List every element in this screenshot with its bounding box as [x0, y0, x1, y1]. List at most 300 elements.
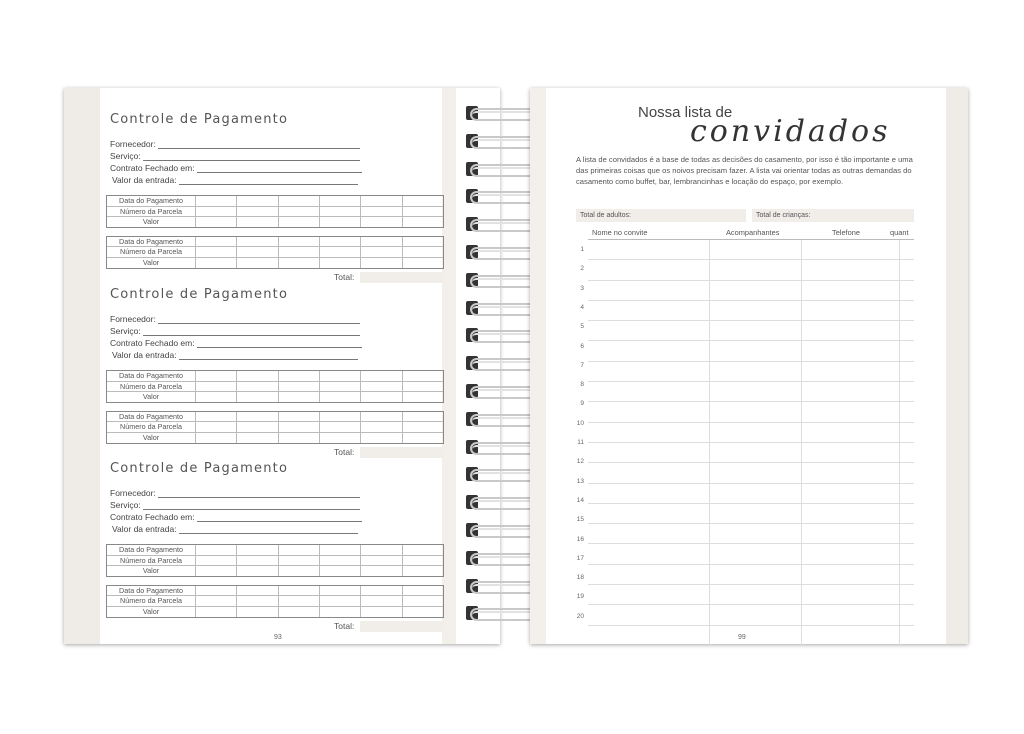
guest-cell[interactable]: [588, 281, 710, 300]
guest-cell[interactable]: [710, 260, 802, 279]
table-cell[interactable]: [236, 382, 277, 392]
installment-table: [106, 370, 444, 403]
table-cell[interactable]: [278, 412, 319, 422]
table-cell[interactable]: [319, 258, 360, 268]
total-label: Total:: [334, 272, 355, 282]
guest-cell[interactable]: [802, 605, 900, 624]
guest-cell[interactable]: [802, 626, 900, 645]
table-cell[interactable]: [236, 392, 277, 402]
section-title: Controle de Pagamento: [110, 461, 289, 476]
table-cell[interactable]: [360, 607, 401, 617]
installment-table: [106, 585, 444, 618]
guest-cell[interactable]: [710, 605, 802, 624]
table-cell[interactable]: [236, 207, 277, 217]
guest-cell[interactable]: [710, 443, 802, 462]
table-cell[interactable]: [236, 371, 277, 381]
table-cell[interactable]: [236, 433, 277, 443]
table-cell[interactable]: [195, 412, 236, 422]
guest-cell[interactable]: [802, 565, 900, 584]
guest-row: [588, 565, 914, 585]
guest-cell[interactable]: [900, 240, 914, 259]
guest-cell[interactable]: [900, 301, 914, 320]
field-label: Fornecedor:: [110, 488, 156, 498]
guest-cell[interactable]: [588, 565, 710, 584]
guest-cell[interactable]: [802, 281, 900, 300]
guest-cell[interactable]: [588, 463, 710, 482]
row-number: 3: [580, 284, 584, 292]
guest-cell[interactable]: [710, 281, 802, 300]
payment-control-section: [110, 287, 450, 452]
form-field[interactable]: [110, 498, 360, 510]
table-cell[interactable]: [236, 217, 277, 227]
installment-row: [107, 196, 443, 207]
guest-cell[interactable]: [588, 240, 710, 259]
guest-list-title: Nossa lista de: [638, 104, 733, 121]
form-field[interactable]: [110, 312, 360, 324]
guest-cell[interactable]: [588, 382, 710, 401]
table-cell[interactable]: [319, 566, 360, 576]
left-page: [64, 88, 500, 644]
table-cell[interactable]: [402, 433, 443, 443]
guest-cell[interactable]: [900, 585, 914, 604]
table-cell[interactable]: [402, 382, 443, 392]
table-cell[interactable]: [278, 237, 319, 247]
guest-cell[interactable]: [900, 463, 914, 482]
guest-row: [588, 240, 914, 260]
field-label: Serviço:: [110, 326, 141, 336]
table-cell[interactable]: [278, 422, 319, 432]
row-label: Valor: [142, 566, 160, 576]
installment-row: [107, 247, 443, 258]
table-cell[interactable]: [195, 237, 236, 247]
table-cell[interactable]: [236, 586, 277, 596]
installment-row: [107, 607, 443, 617]
table-cell[interactable]: [195, 382, 236, 392]
field-line: [179, 176, 358, 185]
guest-cell[interactable]: [710, 240, 802, 259]
table-cell[interactable]: [236, 607, 277, 617]
table-cell[interactable]: [360, 422, 401, 432]
guest-cell[interactable]: [588, 423, 710, 442]
installment-row: [107, 596, 443, 607]
table-cell[interactable]: [236, 247, 277, 257]
table-cell[interactable]: [319, 607, 360, 617]
form-field[interactable]: [110, 486, 360, 498]
table-cell[interactable]: [236, 412, 277, 422]
table-cell[interactable]: [319, 217, 360, 227]
guest-cell[interactable]: [710, 423, 802, 442]
table-cell[interactable]: [402, 607, 443, 617]
form-field[interactable]: [110, 173, 358, 185]
row-label: Data do Pagamento: [119, 196, 183, 205]
right-page-margin-band: [946, 88, 968, 644]
table-cell[interactable]: [402, 247, 443, 257]
field-label: Serviço:: [110, 500, 141, 510]
guest-cell[interactable]: [710, 585, 802, 604]
table-cell[interactable]: [402, 586, 443, 596]
row-number: 4: [580, 303, 584, 311]
row-number: 8: [580, 381, 584, 389]
table-cell[interactable]: [278, 392, 319, 402]
table-cell[interactable]: [360, 258, 401, 268]
guest-cell[interactable]: [710, 362, 802, 381]
field-line: [179, 525, 358, 534]
guest-cell[interactable]: [588, 341, 710, 360]
guest-cell[interactable]: [588, 605, 710, 624]
table-cell[interactable]: [195, 586, 236, 596]
table-cell[interactable]: [278, 217, 319, 227]
table-cell[interactable]: [360, 566, 401, 576]
table-cell[interactable]: [402, 412, 443, 422]
form-field[interactable]: [110, 161, 362, 173]
form-field[interactable]: [110, 324, 360, 336]
field-line: [143, 152, 360, 161]
table-cell[interactable]: [402, 196, 443, 206]
form-field[interactable]: [110, 149, 360, 161]
guest-cell[interactable]: [802, 484, 900, 503]
table-cell[interactable]: [278, 207, 319, 217]
table-cell[interactable]: [278, 566, 319, 576]
table-cell[interactable]: [195, 545, 236, 555]
table-cell[interactable]: [278, 247, 319, 257]
installment-row: [107, 382, 443, 393]
table-cell[interactable]: [236, 237, 277, 247]
guest-cell[interactable]: [900, 565, 914, 584]
field-line: [197, 339, 362, 348]
field-label: Valor da entrada:: [112, 175, 177, 185]
table-cell[interactable]: [402, 422, 443, 432]
table-cell[interactable]: [360, 556, 401, 566]
guest-cell[interactable]: [900, 260, 914, 279]
table-cell[interactable]: [319, 392, 360, 402]
guest-cell[interactable]: [588, 504, 710, 523]
guest-cell[interactable]: [900, 524, 914, 543]
table-cell[interactable]: [360, 596, 401, 606]
field-line: [143, 501, 360, 510]
form-field[interactable]: [110, 510, 362, 522]
guest-cell[interactable]: [710, 626, 802, 645]
table-cell[interactable]: [278, 545, 319, 555]
table-cell[interactable]: [402, 545, 443, 555]
field-label: Valor da entrada:: [112, 524, 177, 534]
table-cell[interactable]: [195, 247, 236, 257]
table-cell[interactable]: [360, 392, 401, 402]
guest-cell[interactable]: [588, 321, 710, 340]
guest-cell[interactable]: [802, 341, 900, 360]
table-cell[interactable]: [278, 196, 319, 206]
guest-cell[interactable]: [588, 301, 710, 320]
guest-cell[interactable]: [900, 402, 914, 421]
table-cell[interactable]: [360, 237, 401, 247]
right-page: [530, 88, 968, 644]
field-label: Fornecedor:: [110, 139, 156, 149]
guest-cell[interactable]: [588, 443, 710, 462]
row-number: 11: [577, 439, 584, 446]
guest-cell[interactable]: [588, 626, 710, 645]
table-cell[interactable]: [195, 566, 236, 576]
table-cell[interactable]: [195, 422, 236, 432]
table-cell[interactable]: [402, 566, 443, 576]
total-input[interactable]: [360, 621, 444, 632]
table-cell[interactable]: [236, 566, 277, 576]
guest-cell[interactable]: [710, 301, 802, 320]
row-label: Número da Parcela: [120, 247, 182, 257]
table-cell[interactable]: [319, 382, 360, 392]
row-label: Número da Parcela: [120, 555, 182, 565]
table-cell[interactable]: [360, 412, 401, 422]
table-cell[interactable]: [319, 196, 360, 206]
table-cell[interactable]: [360, 433, 401, 443]
guest-cell[interactable]: [900, 626, 914, 645]
row-number: 5: [580, 323, 584, 331]
installment-table: [106, 544, 444, 577]
column-header-phone: Telefone: [832, 228, 860, 237]
total-input[interactable]: [360, 447, 444, 458]
guest-cell[interactable]: [710, 382, 802, 401]
table-cell[interactable]: [360, 371, 401, 381]
installment-row: [107, 422, 443, 433]
table-cell[interactable]: [319, 247, 360, 257]
guest-cell[interactable]: [900, 484, 914, 503]
row-number: 12: [576, 458, 584, 466]
table-cell[interactable]: [236, 545, 277, 555]
form-field[interactable]: [110, 522, 358, 534]
guest-cell[interactable]: [802, 260, 900, 279]
guest-cell[interactable]: [710, 321, 802, 340]
row-number: 1: [580, 246, 584, 253]
guest-cell[interactable]: [710, 524, 802, 543]
table-cell[interactable]: [319, 412, 360, 422]
table-cell[interactable]: [319, 556, 360, 566]
table-cell[interactable]: [195, 607, 236, 617]
guest-row: [588, 443, 914, 463]
field-label: Contrato Fechado em:: [110, 163, 195, 173]
table-cell[interactable]: [278, 433, 319, 443]
guest-cell[interactable]: [900, 341, 914, 360]
right-page-number: 99: [738, 634, 746, 641]
field-label: Contrato Fechado em:: [110, 338, 195, 348]
guest-cell[interactable]: [588, 260, 710, 279]
guest-row: [588, 463, 914, 483]
row-label: Data do Pagamento: [119, 371, 183, 380]
table-cell[interactable]: [402, 237, 443, 247]
table-cell[interactable]: [278, 258, 319, 268]
guest-cell[interactable]: [802, 240, 900, 259]
guest-cell[interactable]: [900, 544, 914, 563]
row-number: 16: [576, 535, 584, 543]
guest-cell[interactable]: [802, 544, 900, 563]
table-cell[interactable]: [402, 392, 443, 402]
row-label: Data do Pagamento: [119, 411, 183, 421]
guest-cell[interactable]: [900, 443, 914, 462]
table-cell[interactable]: [195, 433, 236, 443]
table-cell[interactable]: [360, 207, 401, 217]
guest-cell[interactable]: [710, 504, 802, 523]
guest-cell[interactable]: [588, 362, 710, 381]
table-cell[interactable]: [402, 207, 443, 217]
guest-cell[interactable]: [710, 341, 802, 360]
table-cell[interactable]: [278, 382, 319, 392]
field-line: [158, 140, 360, 149]
row-label: Data do Pagamento: [119, 585, 183, 595]
row-number: 7: [580, 361, 584, 369]
form-field[interactable]: [110, 336, 362, 348]
guest-cell[interactable]: [802, 504, 900, 523]
total-children-field: Total de crianças:: [752, 209, 914, 222]
table-cell[interactable]: [360, 217, 401, 227]
table-cell[interactable]: [195, 392, 236, 402]
table-cell[interactable]: [319, 596, 360, 606]
table-cell[interactable]: [319, 237, 360, 247]
guest-cell[interactable]: [588, 585, 710, 604]
row-number: 20: [576, 612, 584, 620]
row-label: Valor: [142, 392, 160, 402]
row-label: Valor: [142, 217, 160, 227]
guest-row: [588, 524, 914, 544]
table-cell[interactable]: [360, 545, 401, 555]
guest-cell[interactable]: [900, 362, 914, 381]
form-field[interactable]: [110, 137, 360, 149]
field-line: [158, 489, 360, 498]
guest-cell[interactable]: [802, 362, 900, 381]
row-label: Número da Parcela: [120, 206, 182, 216]
guest-cell[interactable]: [900, 281, 914, 300]
guest-cell[interactable]: [588, 524, 710, 543]
guest-cell[interactable]: [588, 544, 710, 563]
table-cell[interactable]: [195, 556, 236, 566]
table-cell[interactable]: [195, 258, 236, 268]
guest-cell[interactable]: [900, 382, 914, 401]
table-cell[interactable]: [236, 258, 277, 268]
table-cell[interactable]: [360, 586, 401, 596]
table-cell[interactable]: [278, 586, 319, 596]
guest-list-intro: A lista de convidados é a base de todas as decisões do casamento, por isso é tão importante e uma das primeiras coisas que os noivos precisam fazer. A lista vai orientar todas as outras demandas do casamento como buffet, bar, lembrancinhas e locação do espaço, por exemplo.: [576, 155, 913, 186]
payment-control-section: [110, 112, 450, 277]
table-cell[interactable]: [402, 371, 443, 381]
form-field[interactable]: [110, 348, 358, 360]
row-number: 6: [580, 342, 584, 350]
installment-row: [107, 207, 443, 218]
table-cell[interactable]: [402, 556, 443, 566]
installment-row: [107, 217, 443, 227]
field-label: Valor da entrada:: [112, 350, 177, 360]
table-cell[interactable]: [195, 596, 236, 606]
guest-cell[interactable]: [588, 402, 710, 421]
guest-cell[interactable]: [710, 565, 802, 584]
table-cell[interactable]: [195, 196, 236, 206]
table-cell[interactable]: [319, 371, 360, 381]
table-cell[interactable]: [360, 196, 401, 206]
guest-row: [588, 402, 914, 422]
table-cell[interactable]: [360, 382, 401, 392]
guest-table: [588, 239, 914, 646]
table-cell[interactable]: [236, 422, 277, 432]
guest-cell[interactable]: [802, 402, 900, 421]
section-title: Controle de Pagamento: [110, 287, 289, 302]
guest-cell[interactable]: [710, 402, 802, 421]
guest-cell[interactable]: [710, 484, 802, 503]
table-cell[interactable]: [402, 596, 443, 606]
installment-row: [107, 412, 443, 423]
guest-cell[interactable]: [802, 524, 900, 543]
table-cell[interactable]: [319, 207, 360, 217]
guest-row: [588, 362, 914, 382]
table-cell[interactable]: [236, 196, 277, 206]
guest-cell[interactable]: [802, 423, 900, 442]
guest-row: [588, 301, 914, 321]
table-cell[interactable]: [195, 217, 236, 227]
table-cell[interactable]: [236, 596, 277, 606]
field-line: [179, 351, 358, 360]
row-number: 9: [580, 400, 584, 408]
guest-row: [588, 605, 914, 625]
row-label: Valor: [142, 257, 160, 267]
left-page-number: 93: [274, 634, 282, 641]
guest-cell[interactable]: [710, 544, 802, 563]
table-cell[interactable]: [319, 433, 360, 443]
column-header-name: Nome no convite: [592, 228, 648, 237]
table-cell[interactable]: [319, 586, 360, 596]
guest-row: [588, 260, 914, 280]
guest-cell[interactable]: [802, 443, 900, 462]
row-label: Valor: [142, 432, 160, 442]
guest-cell[interactable]: [900, 504, 914, 523]
table-cell[interactable]: [319, 422, 360, 432]
guest-cell[interactable]: [802, 321, 900, 340]
field-line: [158, 315, 360, 324]
guest-cell[interactable]: [802, 463, 900, 482]
table-cell[interactable]: [278, 596, 319, 606]
total-input[interactable]: [360, 272, 444, 283]
guest-cell[interactable]: [900, 321, 914, 340]
table-cell[interactable]: [402, 258, 443, 268]
guest-cell[interactable]: [588, 484, 710, 503]
guest-cell[interactable]: [802, 382, 900, 401]
total-adults-field: Total de adultos:: [576, 209, 746, 222]
row-number: 15: [576, 516, 584, 524]
guest-cell[interactable]: [802, 301, 900, 320]
row-number: 18: [576, 574, 584, 582]
table-cell[interactable]: [319, 545, 360, 555]
row-number: 19: [576, 593, 584, 601]
guest-cell[interactable]: [710, 463, 802, 482]
table-cell[interactable]: [195, 207, 236, 217]
total-label: Total:: [334, 621, 355, 631]
table-cell[interactable]: [402, 217, 443, 227]
open-planner-book: [64, 88, 968, 648]
table-cell[interactable]: [236, 556, 277, 566]
table-cell[interactable]: [360, 247, 401, 257]
guest-cell[interactable]: [900, 605, 914, 624]
row-number: 13: [576, 477, 584, 485]
installment-row: [107, 433, 443, 443]
column-header-companions: Acompanhantes: [726, 228, 780, 237]
guest-cell[interactable]: [802, 585, 900, 604]
row-label: Data do Pagamento: [119, 545, 183, 554]
guest-row: [588, 341, 914, 361]
row-number: 17: [576, 554, 584, 562]
row-label: Valor: [142, 606, 160, 616]
table-cell[interactable]: [278, 556, 319, 566]
table-cell[interactable]: [195, 371, 236, 381]
guest-row: [588, 626, 914, 646]
guest-cell[interactable]: [900, 423, 914, 442]
installment-row: [107, 237, 443, 248]
table-cell[interactable]: [278, 371, 319, 381]
payment-control-section: [110, 461, 450, 626]
table-cell[interactable]: [278, 607, 319, 617]
row-label: Número da Parcela: [120, 596, 182, 606]
